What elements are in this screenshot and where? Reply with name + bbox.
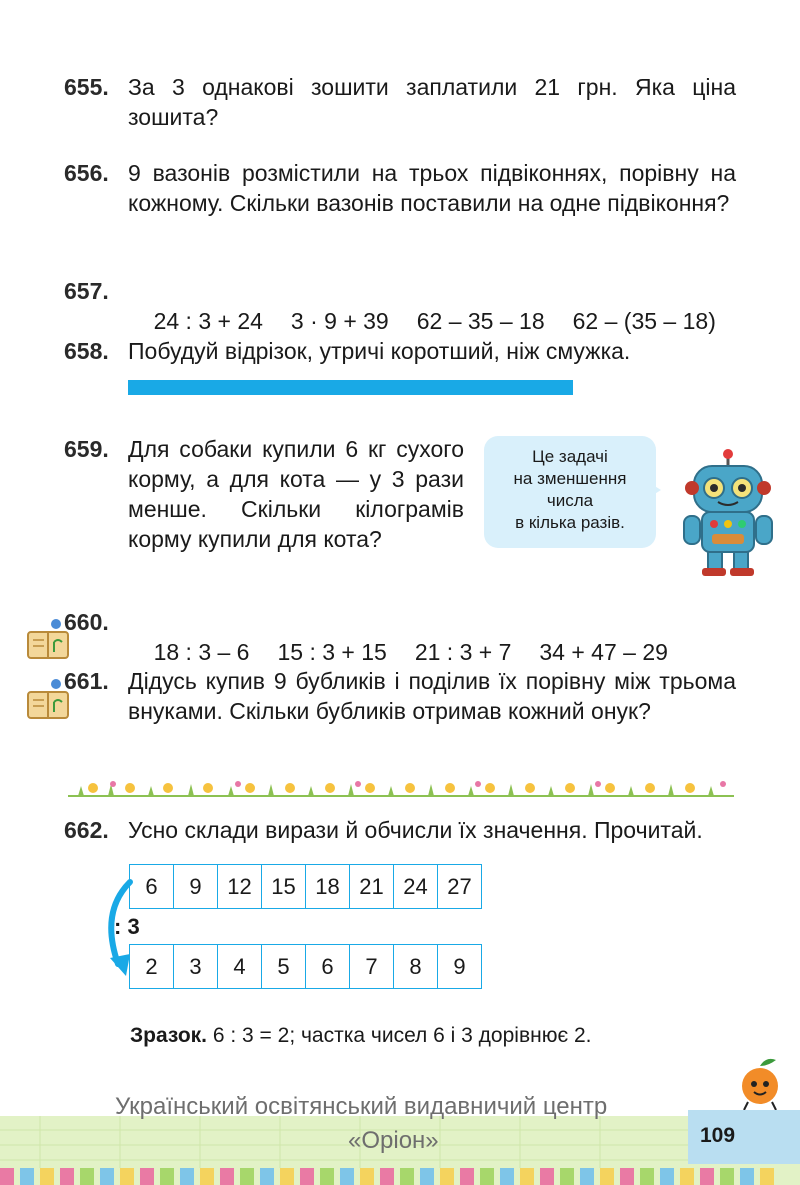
- sample-line: [130, 1024, 592, 1048]
- table-cell: 18: [306, 865, 350, 909]
- flower-border-icon: [68, 778, 734, 800]
- sample-label: Зразок.: [130, 1024, 208, 1047]
- table-cell: 6: [130, 865, 174, 909]
- dividend-table: [129, 864, 482, 909]
- speech-bubble-tail: [645, 480, 661, 500]
- task-662: [64, 815, 736, 845]
- task-number: 658.: [64, 338, 109, 364]
- task-655: [64, 72, 736, 132]
- table-cell: 9: [438, 945, 482, 989]
- table-cell: 12: [218, 865, 262, 909]
- task-text: Для собаки купили 6 кг сухого корму, а для кота — у 3 рази менше. Скільки кілограмів корму купили для кота?: [128, 436, 464, 552]
- task-number: 655.: [64, 74, 109, 100]
- table-row: [130, 945, 482, 989]
- expression: 3 · 9 + 39: [290, 308, 389, 334]
- expression: 24 : 3 + 24: [153, 308, 263, 334]
- expression: 62 – (35 – 18): [572, 308, 716, 334]
- bubble-line: в кілька разів.: [515, 513, 625, 532]
- table-row: [130, 865, 482, 909]
- task-658: [64, 336, 736, 366]
- task-text: Побудуй відрізок, утричі коротший, ніж смужка.: [128, 338, 631, 364]
- expression: 15 : 3 + 15: [277, 639, 387, 665]
- table-cell: 8: [394, 945, 438, 989]
- table-cell: 6: [306, 945, 350, 989]
- task-text: За 3 однакові зошити заплатили 21 грн. Яка ціна зошита?: [128, 74, 736, 130]
- page-number: 109: [700, 1124, 736, 1147]
- sample-text: 6 : 3 = 2; частка чисел 6 і 3 дорівнює 2.: [207, 1024, 592, 1047]
- bubble-line: на зменшення: [513, 469, 627, 488]
- table-cell: 15: [262, 865, 306, 909]
- table-cell: 21: [350, 865, 394, 909]
- table-cell: 9: [174, 865, 218, 909]
- blue-strip: [128, 380, 573, 395]
- bubble-line: числа: [546, 491, 594, 510]
- task-text: Дідусь купив 9 бубликів і поділив їх порівну між трьома внуками. Скільки бубликів отримав кожний онук?: [128, 668, 736, 724]
- bubble-line: Це задачі: [532, 447, 608, 466]
- table-cell: 27: [438, 865, 482, 909]
- task-656: [64, 158, 736, 248]
- task-661: [64, 666, 736, 756]
- expression: 34 + 47 – 29: [539, 639, 668, 665]
- task-657: [64, 276, 736, 334]
- task-text: Усно склади вирази й обчисли їх значення. Прочитай.: [128, 817, 703, 843]
- task-number: 657.: [64, 278, 109, 304]
- table-cell: 7: [350, 945, 394, 989]
- task-number: 661.: [64, 668, 109, 694]
- task-text: 9 вазонів розмістили на трьох підвіконнях, порівну на кожному. Скільки вазонів поставили на одне підвіконня?: [128, 160, 736, 216]
- speech-bubble: [484, 436, 656, 548]
- expression: 62 – 35 – 18: [416, 308, 545, 334]
- table-cell: 2: [130, 945, 174, 989]
- table-cell: 24: [394, 865, 438, 909]
- quotient-table: [129, 944, 482, 989]
- robot-mascot-icon: [672, 448, 784, 580]
- expression: 18 : 3 – 6: [153, 639, 250, 665]
- table-cell: 5: [262, 945, 306, 989]
- task-number: 656.: [64, 160, 109, 186]
- expression: 21 : 3 + 7: [414, 639, 512, 665]
- divider-label: : 3: [114, 914, 140, 939]
- publisher-brand: «Оріон»: [348, 1127, 439, 1154]
- task-number: 662.: [64, 817, 109, 843]
- orange-mascot-icon: [736, 1056, 784, 1110]
- task-number: 659.: [64, 436, 109, 462]
- task-number: 660.: [64, 609, 109, 635]
- publisher-name: Український освітянський видавничий центр: [115, 1093, 608, 1120]
- task-660: [64, 607, 736, 665]
- table-cell: 3: [174, 945, 218, 989]
- table-cell: 4: [218, 945, 262, 989]
